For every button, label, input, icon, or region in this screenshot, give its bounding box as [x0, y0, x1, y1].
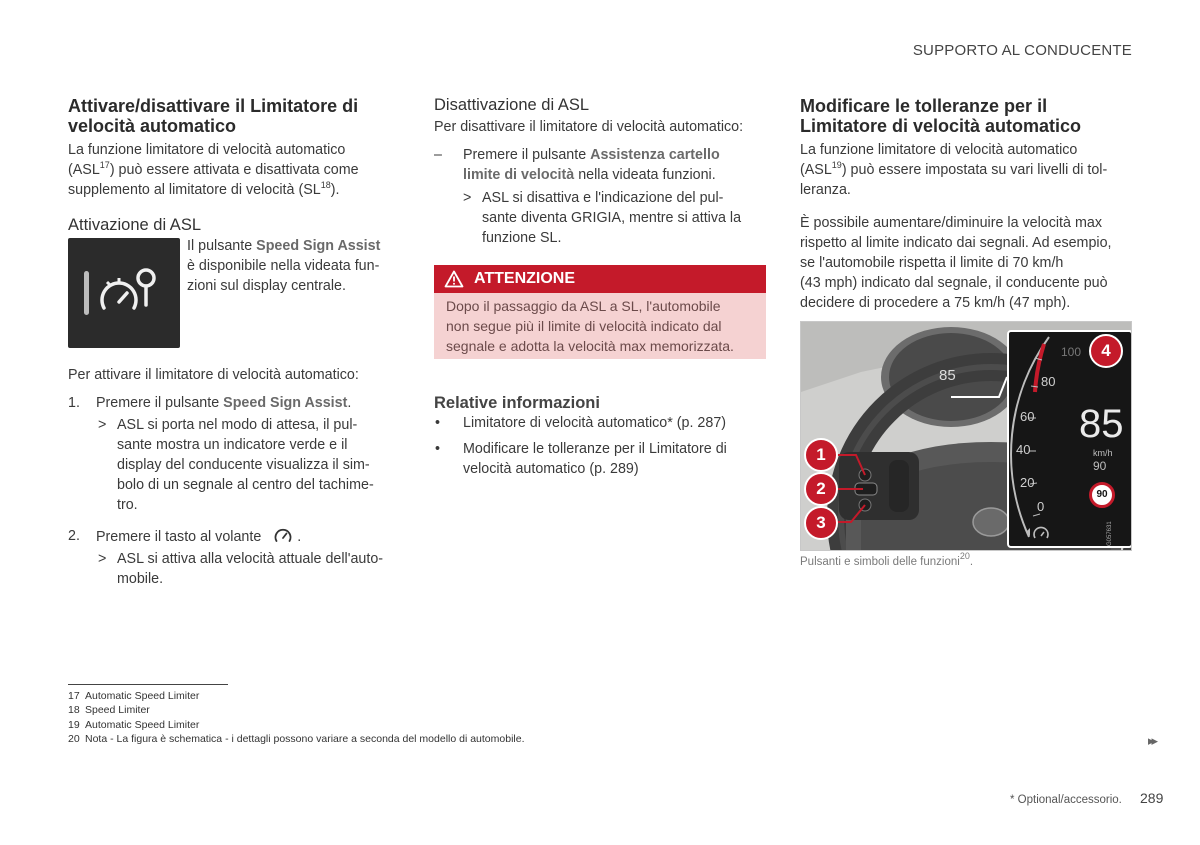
result-marker: >: [98, 417, 107, 433]
dashboard-figure: [800, 321, 1132, 551]
step-1-result: ASL si porta nel modo di attesa, il pul- sante mostra un indicatore verde e il display del conducente visualizza il sim- bolo di un segnale al centro del tachime- tro.: [117, 417, 374, 513]
callout-badge-3: 3: [804, 506, 838, 540]
step-2-result: ASL si attiva alla velocità attuale dell'auto- mobile.: [117, 551, 384, 587]
footnote-divider: [68, 684, 228, 685]
gauge-tick-0: 0: [1037, 499, 1045, 514]
gauge-tick-60: 60: [1020, 409, 1035, 424]
step-number-1: 1.: [68, 395, 80, 411]
figure-caption: Pulsanti e simboli delle funzioni$^{20}$.: [800, 551, 974, 568]
section-title-tolerances: Modificare le tolleranze per il Limitatore di velocità automatico: [800, 96, 1082, 136]
step-2: Premere il tasto al volante .: [96, 526, 301, 547]
warning-body: [434, 293, 766, 359]
related-link-2[interactable]: Modificare le tolleranze per il Limitatore di velocità automatico (p. 289): [463, 441, 727, 477]
tolerance-intro: La funzione limitatore di velocità automatico (ASL$^{19}$) può essere impostata su vari livelli di tol- leranza.: [800, 142, 1108, 198]
related-link-1[interactable]: Limitatore di velocità automatico* (p. 287): [463, 415, 727, 431]
section-title-activate: Attivare/disattivare il Limitatore di velocità automatico: [68, 96, 359, 136]
gauge-tick-20: 20: [1020, 475, 1035, 490]
step-1: Premere il pulsante Speed Sign Assist.: [96, 395, 352, 411]
asl-status-icon: [1022, 522, 1052, 542]
subsection-title-activation: Attivazione di ASL: [68, 216, 201, 234]
footnote-20: 20 Nota - La figura è schematica - i dettagli possono variare a seconda del modello di automobile.: [68, 733, 525, 745]
tolerance-example: È possibile aumentare/diminuire la velocità max rispetto al limite indicato dai segnali. Ad esempio, se l'automobile rispetta il limite di 70 km/h (43 mph) indicato dal segnale, il conducente può decidere di procedere a 75 km/h (47 mph).: [800, 215, 1112, 311]
speed-unit: km/h: [1093, 448, 1113, 458]
step-number-2: 2.: [68, 528, 80, 544]
next-page-arrows-icon[interactable]: ▸▸: [1148, 733, 1156, 748]
gauge-tick-100: 100: [1061, 345, 1082, 359]
warning-title: ATTENZIONE: [474, 270, 576, 287]
page-number: 289: [1140, 790, 1164, 806]
callout-badge-1: 1: [804, 438, 838, 472]
subsection-title-deactivation: Disattivazione di ASL: [434, 96, 590, 114]
intro-paragraph: La funzione limitatore di velocità automatico (ASL$^{17}$) può essere attivata e disattivata come supplemento al limitatore di velocità (SL$^{18}$).: [68, 142, 359, 198]
deactivation-instruction: Per disattivare il limitatore di velocità automatico:: [434, 119, 744, 135]
bullet: •: [435, 415, 441, 431]
section-header: SUPPORTO AL CONDUCENTE: [912, 42, 1132, 59]
result-marker: >: [463, 190, 472, 206]
activation-instruction: Per attivare il limitatore di velocità automatico:: [68, 367, 359, 383]
speed-sign-assist-button-image: [68, 238, 180, 348]
dash-marker: –: [434, 147, 442, 163]
current-speed: 85: [1079, 402, 1124, 446]
warning-triangle-icon: [444, 270, 464, 288]
set-speed-limit: 90: [1093, 459, 1107, 473]
button-description: Il pulsante Speed Sign Assist è disponibile nella videata fun- zioni sul display centrale.: [187, 238, 381, 294]
result-marker: >: [98, 551, 107, 567]
gauge-tick-40: 40: [1016, 442, 1031, 457]
warning-header: [434, 265, 766, 293]
callout-badge-4: 4: [1089, 334, 1123, 368]
optional-accessory-note: * Optional/accessorio.: [1010, 794, 1122, 806]
figure-code: G057631: [1107, 521, 1113, 546]
gauge-tick-80: 80: [1041, 374, 1056, 389]
deactivation-step: Premere il pulsante Assistenza cartello limite di velocità nella videata funzioni.: [463, 147, 720, 183]
footnote-18: 18 Speed Limiter: [68, 704, 150, 716]
speed-sign-assist-icon: [68, 238, 180, 348]
cluster-speed-readout: 85: [939, 367, 956, 384]
bullet: •: [435, 441, 441, 457]
footnote-19: 19 Automatic Speed Limiter: [68, 719, 200, 731]
warning-text: Dopo il passaggio da ASL a SL, l'automobile non segue più il limite di velocità indicato dal segnale e adotta la velocità max memorizzata.: [446, 298, 734, 354]
callout-badge-2: 2: [804, 472, 838, 506]
deactivation-result: ASL si disattiva e l'indicazione del pul- sante diventa GRIGIA, mentre si attiva la funzione SL.: [482, 190, 742, 246]
steering-wheel-speed-icon: [273, 526, 293, 544]
related-info-title: Relative informazioni: [434, 394, 600, 412]
footnote-17: 17 Automatic Speed Limiter: [68, 690, 200, 702]
speed-sign-icon: 90: [1089, 482, 1115, 508]
